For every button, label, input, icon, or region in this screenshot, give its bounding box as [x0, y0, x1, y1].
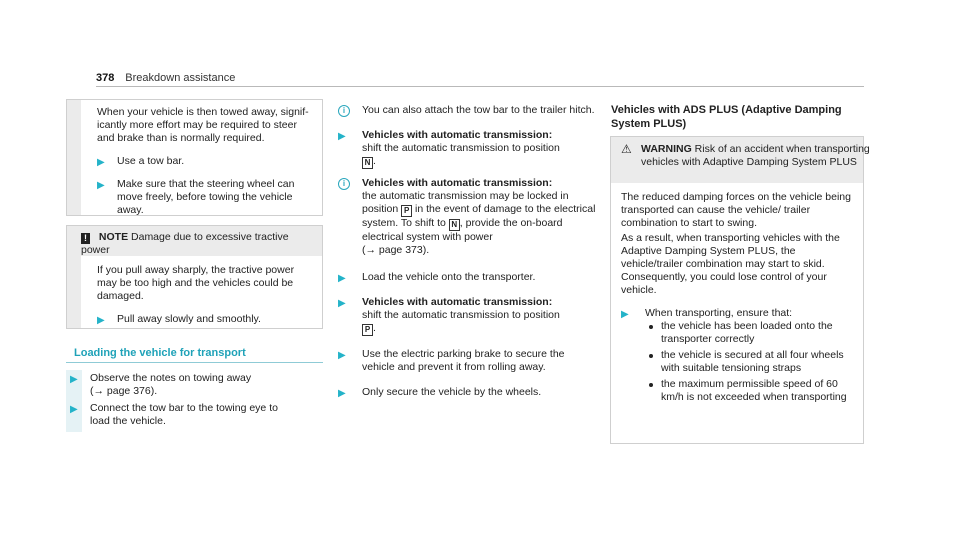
- page-reference: (→ page 373).: [362, 244, 430, 256]
- note-header: [67, 226, 322, 256]
- arrow-right-icon: ▶: [338, 350, 346, 361]
- towing-info-box: [66, 99, 323, 216]
- info-icon: i: [338, 105, 350, 117]
- gear-n-icon: N: [449, 219, 460, 231]
- step-connect-tow-bar: ▶ Connect the tow bar to the towing eye to load the vehicle.: [70, 402, 278, 427]
- note-box: [66, 225, 323, 329]
- box-side-bar: [67, 100, 81, 215]
- arrow-right-icon: ▶: [97, 157, 105, 168]
- section-title-rule: [66, 362, 323, 363]
- arrow-right-icon: ▶: [338, 131, 346, 142]
- step-shift-to-p: ▶ Vehicles with automatic transmission: shift the automatic transmission to position P .: [338, 296, 560, 334]
- step-when-transporting: ▶ When transporting, ensure that: the vehicle has been loaded onto the transporter correctly the vehicle is secured at all four wheels with suitable tensioning straps the maximum permissible speed of 60 km/h is not exceeded when transporting: [621, 307, 857, 404]
- warning-triangle-icon: ⚠: [621, 142, 632, 156]
- warning-title: Risk of an accident when transporting vehicles with Adaptive Damping System PLUS: [641, 143, 870, 168]
- bullet-dot: [649, 325, 653, 329]
- step-steering-wheel: ▶ Make sure that the steering wheel can move freely, before towing the vehicle away.: [97, 178, 295, 216]
- middle-column: [338, 104, 600, 399]
- step-observe-notes: ▶ Observe the notes on towing away (→ page 376).: [66, 372, 336, 398]
- arrow-right-icon: ▶: [70, 374, 78, 385]
- gear-p-icon: P: [401, 205, 412, 217]
- step-pull-away: ▶ Pull away slowly and smoothly.: [97, 313, 261, 326]
- page-header: [96, 72, 235, 85]
- step-use-tow-bar: ▶ Use a tow bar.: [97, 155, 185, 168]
- arrow-right-icon: ▶: [338, 273, 346, 284]
- warning-label: WARNING: [641, 143, 692, 155]
- page-number: 378: [96, 72, 115, 84]
- arrow-right-icon: ▶: [97, 315, 105, 326]
- loading-section-title: Loading the vehicle for transport: [74, 347, 246, 359]
- warning-box: [610, 136, 870, 444]
- warning-header: [611, 137, 870, 183]
- arrow-right-icon: ▶: [97, 180, 105, 191]
- page-reference: (→ page 376).: [90, 385, 158, 397]
- bullet-dot: [649, 354, 653, 358]
- arrow-right-icon: ▶: [338, 298, 346, 309]
- arrow-right-icon: ▶: [70, 404, 78, 415]
- arrow-right-icon: ▶: [338, 388, 346, 399]
- header-divider: [96, 86, 864, 87]
- list-item: the maximum permissible speed of 60 km/h is not exceeded when transporting: [645, 378, 857, 404]
- list-item: the vehicle is secured at all four wheels with suitable tensioning straps: [645, 349, 857, 375]
- list-item: the vehicle has been loaded onto the transporter correctly: [645, 320, 857, 346]
- note-title: Damage due to excessive tractive power: [81, 231, 289, 256]
- info-icon: i: [338, 178, 350, 190]
- bullet-dot: [649, 383, 653, 387]
- step-secure-wheels: ▶ Only secure the vehicle by the wheels.: [338, 386, 542, 399]
- gear-n-icon: N: [362, 157, 373, 169]
- gear-p-icon: P: [362, 324, 373, 336]
- step-parking-brake: ▶ Use the electric parking brake to secure the vehicle and prevent it from rolling away.: [338, 348, 565, 373]
- note-label: NOTE: [98, 231, 129, 243]
- warning-para-1: The reduced damping forces on the vehicle being transported can cause the vehicle/ trailer combination to start to swing.: [621, 191, 851, 229]
- step-shift-to-n: ▶ Vehicles with automatic transmission: shift the automatic transmission to position N .: [338, 129, 560, 167]
- page-section-title: Breakdown assistance: [125, 72, 236, 84]
- ads-plus-heading: Vehicles with ADS PLUS (Adaptive Damping System PLUS): [611, 104, 842, 130]
- box-side-bar: [67, 256, 81, 328]
- exclamation-box-icon: !: [81, 233, 90, 244]
- arrow-right-icon: ▶: [621, 309, 629, 320]
- step-load-vehicle: ▶ Load the vehicle onto the transporter.: [338, 271, 536, 284]
- note-body-text: If you pull away sharply, the tractive power may be too high and the vehicles could be damaged.: [97, 264, 295, 302]
- towing-intro-text: When your vehicle is then towed away, signif-icantly more effort may be required to steer and brake than is normally required.: [97, 106, 309, 144]
- warning-para-2: As a result, when transporting vehicles with the Adaptive Damping System PLUS, the vehicle/trailer combination may start to skid. Consequently, you could lose control of your vehicle.: [621, 232, 840, 296]
- info-trailer-hitch: i You can also attach the tow bar to the trailer hitch.: [338, 104, 600, 117]
- info-transmission-locked: i Vehicles with automatic transmission: the automatic transmission may be locked in position P in the event of damage to the electrical system. To shift to N , provide the on-board electrical system with power (→ page 373).: [338, 177, 600, 257]
